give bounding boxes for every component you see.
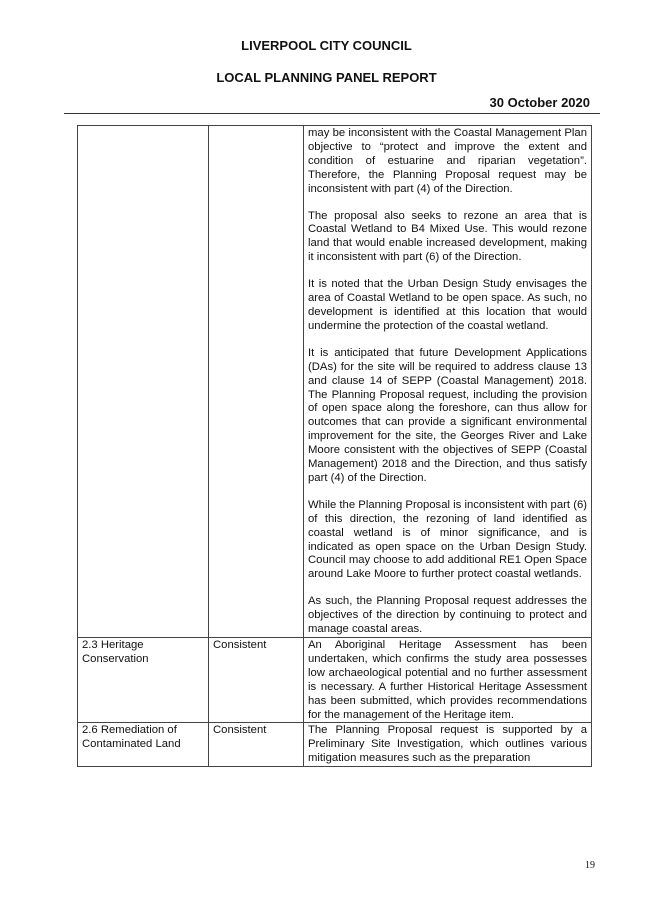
comment-paragraph: may be inconsistent with the Coastal Management Plan objective to “protect and improve the extent and condition of estuarine and riparian vegetation”. Therefore, the Planning Proposal request may be inconsistent with part (4) of the Direction.	[308, 127, 587, 195]
council-name: LIVERPOOL CITY COUNCIL	[241, 38, 412, 53]
direction-cell: 2.3 Heritage Conservation	[78, 638, 209, 723]
table-row	[78, 723, 592, 767]
consistency-cell	[209, 126, 304, 638]
comment-paragraph: It is anticipated that future Development Applications (DAs) for the site will be required to address clause 13 and clause 14 of SEPP (Coastal Management) 2018. The Planning Proposal request, including the provision of open space along the foreshore, can thus allow for outcomes that can provide a significant environmental improvement for the site, the Georges River and Lake Moore consistent with the objectives of SEPP (Coastal Management) 2018 and the Direction, and thus satisfy part (4) of the Direction.	[308, 346, 587, 484]
table-row	[78, 126, 592, 638]
consistency-cell: Consistent	[209, 723, 304, 767]
direction-cell: 2.6 Remediation of Contaminated Land	[78, 723, 209, 767]
comment-paragraph: The proposal also seeks to rezone an area that is Coastal Wetland to B4 Mixed Use. This would rezone land that would enable increased development, making it inconsistent with part (6) of the Direction.	[308, 209, 587, 264]
report-date: 30 October 2020	[489, 95, 590, 110]
consistency-table	[77, 125, 592, 767]
consistency-cell: Consistent	[209, 638, 304, 723]
comment-paragraph: While the Planning Proposal is inconsistent with part (6) of this direction, the rezoning of land identified as coastal wetland is of minor significance, and is indicated as open space on the Urban Design Study. Council may choose to add additional RE1 Open Space around Lake Moore to further protect coastal wetlands.	[308, 498, 587, 581]
page-number: 19	[585, 860, 595, 871]
comment-cell	[304, 126, 592, 638]
report-title: LOCAL PLANNING PANEL REPORT	[216, 70, 437, 85]
comment-paragraph: It is noted that the Urban Design Study envisages the area of Coastal Wetland to be open space. As such, no development is identified at this location that would undermine the protection of the coastal wetland.	[308, 278, 587, 332]
comment-cell: The Planning Proposal request is supported by a Preliminary Site Investigation, which outlines various mitigation measures such as the preparation	[304, 723, 592, 767]
header-divider	[64, 113, 600, 114]
direction-cell	[78, 126, 209, 638]
comment-cell: An Aboriginal Heritage Assessment has been undertaken, which confirms the study area possesses low archaeological potential and no further assessment is necessary. A further Historical Heritage Assessment has been submitted, which provides recommendations for the management of the Heritage item.	[304, 638, 592, 723]
comment-paragraph: As such, the Planning Proposal request addresses the objectives of the direction by continuing to protect and manage coastal areas.	[308, 595, 587, 636]
table-row	[78, 638, 592, 723]
